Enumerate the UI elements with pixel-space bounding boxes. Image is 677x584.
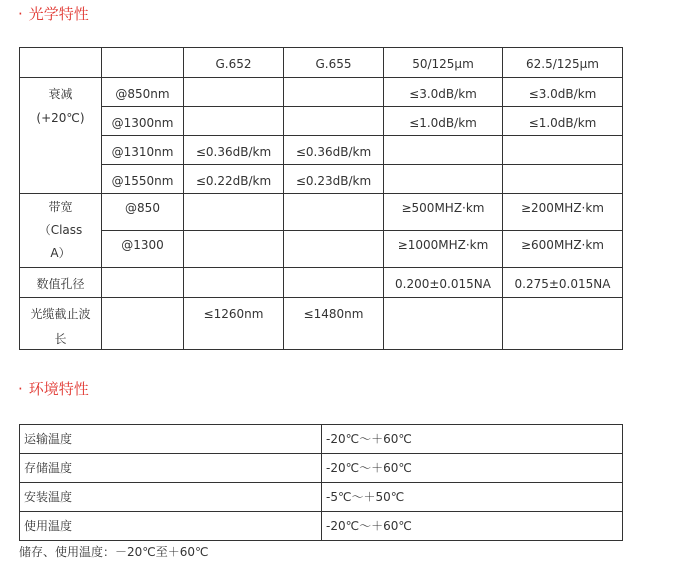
wavelength-cell: @850nm [102, 78, 184, 107]
value-cell: ≤3.0dB/km [384, 78, 503, 107]
table-row [20, 194, 623, 231]
value-cell [284, 107, 384, 136]
env-value: -20℃～＋60℃ [322, 454, 623, 483]
value-cell [284, 78, 384, 107]
header-62-5-125: 62.5/125μm [503, 48, 623, 78]
table-row [20, 425, 623, 454]
value-cell [503, 298, 623, 350]
value-cell [184, 231, 284, 268]
env-label: 存储温度 [20, 454, 322, 483]
header-empty-cell [102, 48, 184, 78]
bandwidth-class: （Class [38, 223, 83, 237]
bandwidth-label: 带宽 [48, 200, 73, 214]
optical-spec-table [19, 47, 623, 350]
wavelength-cell: @1550nm [102, 165, 184, 194]
table-row [20, 231, 623, 268]
value-cell [102, 268, 184, 298]
bullet: · [18, 5, 23, 23]
value-cell [284, 268, 384, 298]
bullet: · [18, 380, 23, 398]
env-value: -20℃～＋60℃ [322, 512, 623, 541]
value-cell [384, 136, 503, 165]
bandwidth-class-a: A） [50, 246, 71, 260]
footnote: 储存、使用温度：－20℃至＋60℃ [19, 545, 209, 559]
wavelength-cell: @1300 [102, 231, 184, 268]
attenuation-label: 衰减 [48, 87, 73, 101]
attenuation-label-cell [20, 78, 102, 194]
value-cell: ≤0.36dB/km [184, 136, 284, 165]
value-cell [184, 107, 284, 136]
value-cell [184, 268, 284, 298]
header-g652: G.652 [184, 48, 284, 78]
header-50-125: 50/125μm [384, 48, 503, 78]
value-cell: ≤0.23dB/km [284, 165, 384, 194]
value-cell: ≥600MHZ·km [503, 231, 623, 268]
value-cell [503, 136, 623, 165]
value-cell: ≤1.0dB/km [503, 107, 623, 136]
cutoff-label-cell [20, 298, 102, 350]
wavelength-cell: @1300nm [102, 107, 184, 136]
optical-section-title [18, 4, 89, 24]
table-row [20, 483, 623, 512]
value-cell: ≥1000MHZ·km [384, 231, 503, 268]
value-cell: ≤0.22dB/km [184, 165, 284, 194]
table-row [20, 107, 623, 136]
attenuation-temp: (+20℃) [36, 111, 85, 125]
env-spec-table [19, 424, 623, 541]
bandwidth-label-cell [20, 194, 102, 268]
value-cell [284, 194, 384, 231]
env-label: 使用温度 [20, 512, 322, 541]
env-label: 运输温度 [20, 425, 322, 454]
optical-section-title-text: 光学特性 [28, 5, 89, 23]
value-cell: 0.200±0.015NA [384, 268, 503, 298]
value-cell: ≤1260nm [184, 298, 284, 350]
env-value: -20℃～＋60℃ [322, 425, 623, 454]
wavelength-cell: @1310nm [102, 136, 184, 165]
value-cell [384, 298, 503, 350]
value-cell [102, 298, 184, 350]
value-cell: ≥500MHZ·km [384, 194, 503, 231]
header-empty-cell [20, 48, 102, 78]
value-cell: ≤1.0dB/km [384, 107, 503, 136]
cutoff-label: 光缆截止波 [30, 307, 91, 321]
table-row [20, 454, 623, 483]
env-section-title [18, 379, 89, 399]
value-cell: ≤1480nm [284, 298, 384, 350]
value-cell [184, 194, 284, 231]
na-label: 数值孔径 [20, 268, 102, 298]
table-row [20, 78, 623, 107]
table-row [20, 136, 623, 165]
value-cell: ≥200MHZ·km [503, 194, 623, 231]
value-cell: ≤0.36dB/km [284, 136, 384, 165]
env-section-title-text: 环境特性 [28, 380, 89, 398]
value-cell [503, 165, 623, 194]
value-cell [384, 165, 503, 194]
cutoff-label-2: 长 [54, 332, 67, 346]
env-value: -5℃～＋50℃ [322, 483, 623, 512]
table-row [20, 165, 623, 194]
header-g655: G.655 [284, 48, 384, 78]
table-row [20, 512, 623, 541]
value-cell: 0.275±0.015NA [503, 268, 623, 298]
wavelength-cell: @850 [102, 194, 184, 231]
table-header-row [20, 48, 623, 78]
env-label: 安装温度 [20, 483, 322, 512]
value-cell: ≤3.0dB/km [503, 78, 623, 107]
table-row [20, 298, 623, 350]
table-row [20, 268, 623, 298]
value-cell [284, 231, 384, 268]
value-cell [184, 78, 284, 107]
